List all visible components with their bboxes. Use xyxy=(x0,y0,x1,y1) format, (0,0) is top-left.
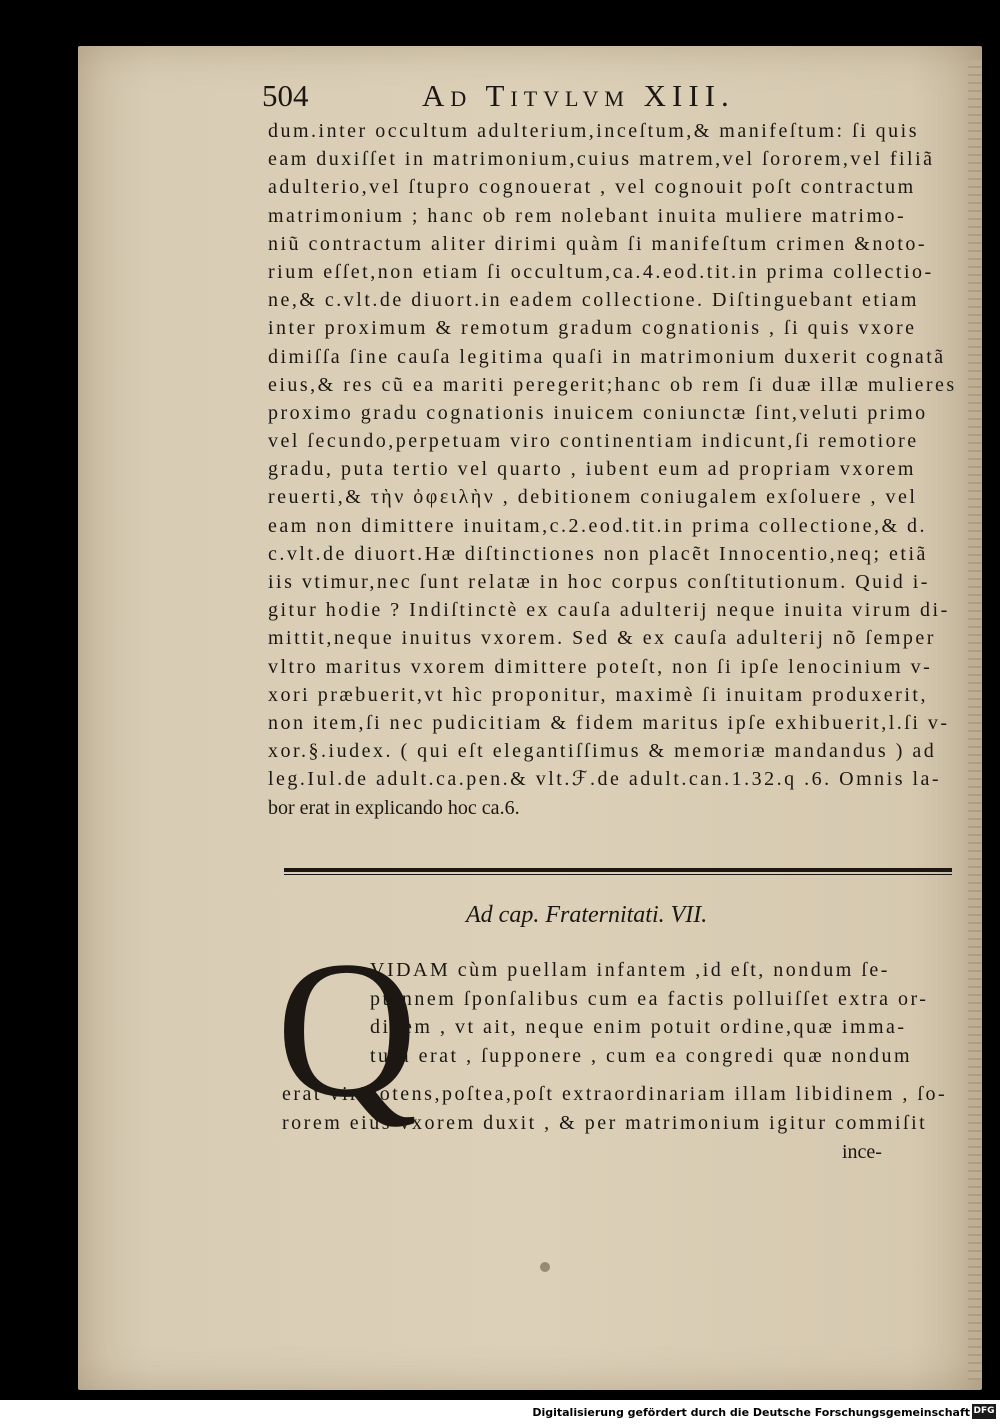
text-line: non item,ſi nec pudicitiam & fidem maritus ipſe exhibuerit,l.ſi v- xyxy=(268,711,950,734)
text-line: eam duxiſſet in matrimonium,cuius matrem,vel ſororem,vel filiã xyxy=(268,148,935,171)
text-line: mittit,neque inuitus vxorem. Sed & ex cauſa adulterij nõ ſemper xyxy=(268,627,936,650)
text-line: xori præbuerit,vt hìc proponitur, maximè ſi inuitam produxerit, xyxy=(268,683,928,706)
text-line: iis vtimur,nec ſunt relatæ in hoc corpus conſtitutionum. Quid i- xyxy=(268,571,930,593)
text-line: proximo gradu cognationis inuicem coniunctæ ſint,veluti primo xyxy=(268,401,928,424)
text-line: dinem , vt ait, neque enim potuit ordine,quæ imma- xyxy=(370,1016,907,1039)
text-line: dimiſſa ſine cauſa legitima quaſi in matrimonium duxerit cognatã xyxy=(268,345,946,368)
page-number: 504 xyxy=(262,78,309,113)
text-line: matrimonium ; hanc ob rem nolebant inuita muliere matrimo- xyxy=(268,204,907,227)
running-title: Ad Titvlvm XIII. xyxy=(422,78,735,113)
text-line: eam non dimittere inuitam,c.2.eod.tit.in prima collectione,& d. xyxy=(268,514,928,537)
text-line: tura erat , ſupponere , cum ea congredi quæ nondum xyxy=(370,1044,913,1067)
dfg-logo: DFG xyxy=(972,1404,996,1419)
body-text xyxy=(268,117,958,822)
text-line: adulterio,vel ſtupro cognouerat , vel cognouit poſt contractum xyxy=(268,176,916,199)
text-line: niũ contractum aliter dirimi quàm ſi manifeſtum crimen &noto- xyxy=(268,232,928,255)
catchword: ince- xyxy=(842,1141,882,1163)
text-line: vel ſecundo,perpetuam viro continentiam indicunt,ſi remotiore xyxy=(268,430,919,453)
page-edge xyxy=(968,60,982,1380)
section-text-indented xyxy=(370,956,960,1070)
text-line: eius,& res cũ ea mariti peregerit;hanc ob rem ſi duæ illæ mulieres xyxy=(268,373,957,396)
section-rule xyxy=(284,868,952,872)
text-line: reuerti,& τὴν ὀφειλὴν , debitionem coniugalem exſoluere , vel xyxy=(268,486,918,509)
text-line: xor.§.iudex. ( qui eſt elegantiſſimus & memoriæ mandandus ) ad xyxy=(268,740,937,763)
text-line: gradu, puta tertio vel quarto , iubent eum ad propriam vxorem xyxy=(268,458,916,481)
text-line: vltro maritus vxorem dimittere poteſt, non ſi ipſe lenocinium v- xyxy=(268,655,933,678)
section-heading: Ad cap. Fraternitati. VII. xyxy=(466,902,708,928)
section-text xyxy=(282,1080,962,1137)
text-line: rorem eius vxorem duxit , & per matrimonium igitur commiſit xyxy=(282,1111,928,1134)
text-line: dum.inter occultum adulterium,inceſtum,& manifeſtum: ſi quis xyxy=(268,120,920,142)
ink-stain xyxy=(540,1262,550,1272)
text-line: rium eſſet,non etiam ſi occultum,ca.4.eod.tit.in prima collectio- xyxy=(268,260,934,283)
drop-cap: Q xyxy=(276,921,418,1138)
text-line: inter proximum & remotum gradum cognationis , ſi quis vxore xyxy=(268,317,917,340)
text-line: ptennem ſponſalibus cum ea factis polluiſſet extra or- xyxy=(370,987,929,1010)
text-line: VIDAM cùm puellam infantem ,id eſt, nondum ſe- xyxy=(370,959,890,981)
page-header xyxy=(262,76,962,116)
digitization-credit: Digitalisierung gefördert durch die Deutsche Forschungsgemeinschaft xyxy=(532,1406,970,1419)
text-line: ne,& c.vlt.de diuort.in eadem collectione. Diſtinguebant etiam xyxy=(268,289,919,312)
text-line: erat viripotens,poſtea,poſt extraordinariam illam libidinem , ſo- xyxy=(282,1083,948,1105)
text-line: c.vlt.de diuort.Hæ diſtinctiones non placẽt Innocentio,neq; etiã xyxy=(268,542,928,565)
section-rule-thin xyxy=(284,874,952,875)
text-line: gitur hodie ? Indiſtinctè ex cauſa adulterij neque inuita virum di- xyxy=(268,599,950,622)
text-line: bor erat in explicando hoc ca.6. xyxy=(268,796,520,819)
text-line: leg.Iul.de adult.ca.pen.& vlt.ℱ.de adult.can.1.32.q .6. Omnis la- xyxy=(268,768,942,791)
